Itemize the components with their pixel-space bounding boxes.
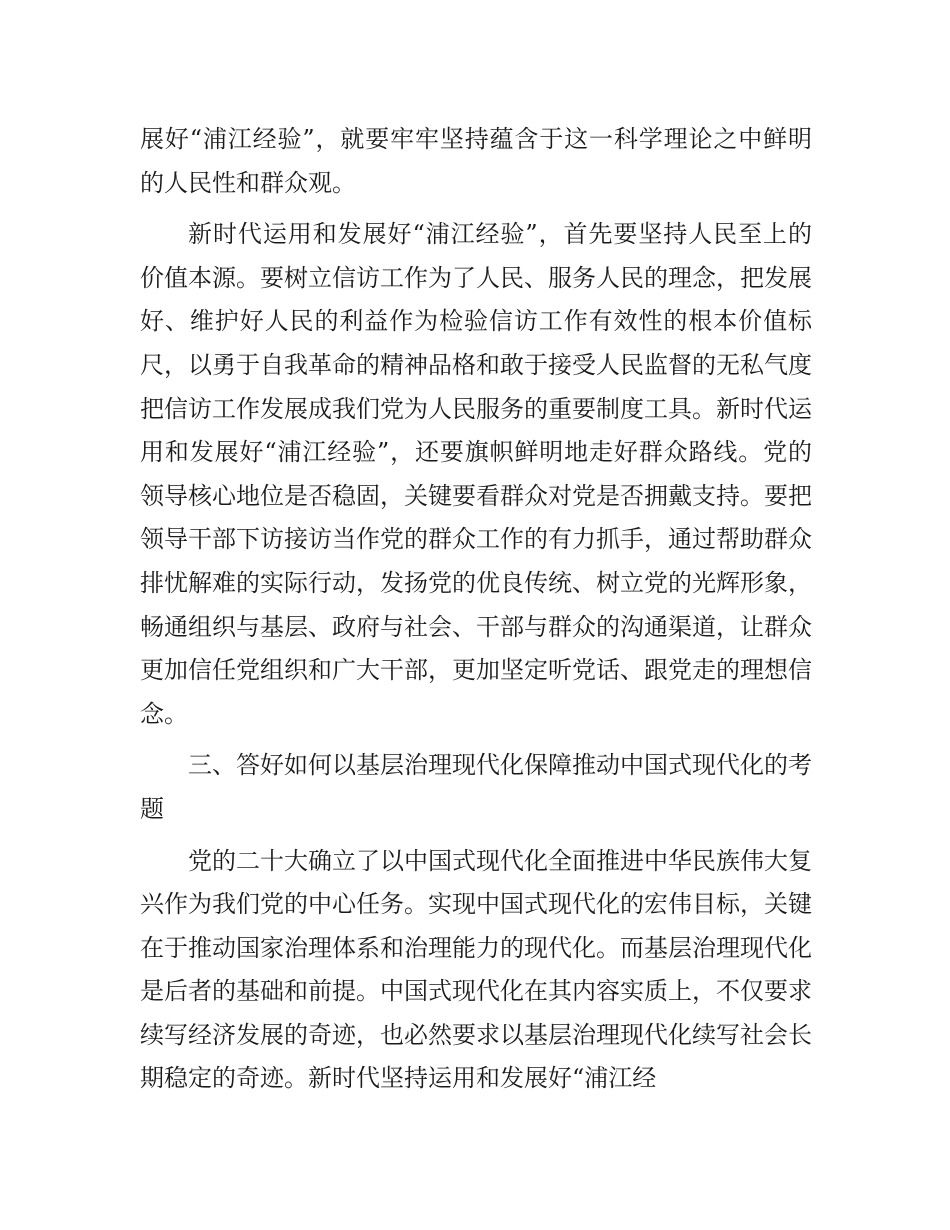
- section-heading-three: 三、答好如何以基层治理现代化保障推动中国式现代化的考题: [140, 751, 812, 823]
- document-page: [140, 118, 812, 1109]
- paragraph-modernization: 党的二十大确立了以中国式现代化全面推进中华民族伟大复兴作为我们党的中心任务。实现中国式现代化的宏伟目标，关键在于推动国家治理体系和治理能力的现代化。而基层治理现代化是后者的基础和前提。中国式现代化在其内容实质上，不仅要求续写经济发展的奇迹，也必然要求以基层治理现代化续写社会长期稳定的奇迹。新时代坚持运用和发展好“浦江经: [140, 846, 812, 1093]
- paragraph-continuation: 展好“浦江经验”，就要牢牢坚持蕴含于这一科学理论之中鲜明的人民性和群众观。: [140, 125, 812, 197]
- paragraph-people-centered: 新时代运用和发展好“浦江经验”，首先要坚持人民至上的价值本源。要树立信访工作为了人民、服务人民的理念，把发展好、维护好人民的利益作为检验信访工作有效性的根本价值标尺，以勇于自我革命的精神品格和敢于接受人民监督的无私气度把信访工作发展成我们党为人民服务的重要制度工具。新时代运用和发展好“浦江经验”，还要旗帜鲜明地走好群众路线。党的领导核心地位是否稳固，关键要看群众对党是否拥戴支持。要把领导干部下访接访当作党的群众工作的有力抓手，通过帮助群众排忧解难的实际行动，发扬党的优良传统、树立党的光辉形象，畅通组织与基层、政府与社会、干部与群众的沟通渠道，让群众更加信任党组织和广大干部，更加坚定听党话、跟党走的理想信念。: [140, 220, 812, 728]
